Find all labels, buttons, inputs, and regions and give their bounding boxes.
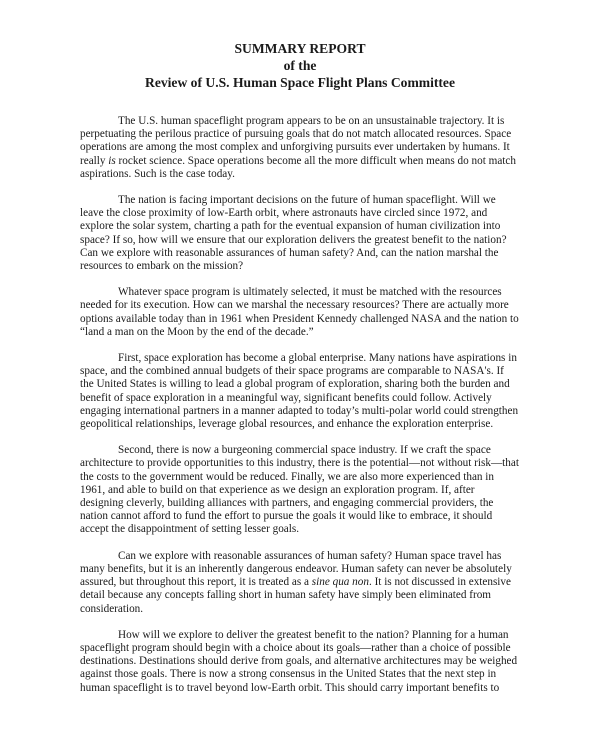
paragraph	[80, 194, 520, 273]
paragraph-text: Whatever space program is ultimately selected, it must be matched with the resources needed for its execution. How can we marshal the necessary resources? There are actually more options available today than in 1961 when President Kennedy challenged NASA and the nation to “land a man on the Moon by the end of the decade.”	[80, 286, 519, 338]
paragraph	[80, 286, 520, 339]
paragraph-text: The nation is facing important decisions on the future of human spaceflight. Will we leave the close proximity of low-Earth orbit, where astronauts have circled since 1972, and explore the solar system, charting a path for the eventual expansion of human civilization into space? If so, how will we ensure that our exploration delivers the greatest benefit to the nation? Can we explore with reasonable assurances of human safety? And, can the nation marshal the resources to embark on the mission?	[80, 194, 507, 273]
title-line-of-the: of the	[283, 58, 317, 73]
paragraph-text: Second, there is now a burgeoning commercial space industry. If we craft the space architecture to provide opportunities to this industry, there is the potential—not without risk—that the costs to the government would be reduced. Finally, we are also more experienced than in 1961, and able to build on that experience as we design an exploration program. If, after designing cleverly, building alliances with partners, and engaging commercial providers, the nation cannot afford to fund the effort to pursue the goals it would like to embrace, it should accept the disappointment of setting lesser goals.	[80, 444, 519, 536]
title-line-committee: Review of U.S. Human Space Flight Plans Committee	[145, 75, 455, 90]
paragraph	[80, 115, 520, 181]
title-line-summary-report: SUMMARY REPORT	[234, 41, 366, 56]
paragraph	[80, 550, 520, 616]
paragraph	[80, 629, 520, 695]
paragraph-text: First, space exploration has become a global enterprise. Many nations have aspirations in space, and the combined annual budgets of their space programs are comparable to NASA's. If the United States is willing to lead a global program of exploration, sharing both the burden and benefit of space exploration in a meaningful way, significant benefits could follow. Actively engaging international partners in a manner adapted to today’s multi-polar world could strengthen geopolitical relationships, leverage global resources, and enhance the exploration enterprise.	[80, 352, 519, 431]
paragraph-text: rocket science. Space operations become all the more difficult when means do not match aspirations. Such is the case today.	[80, 154, 516, 180]
paragraph-italic-text: is	[108, 154, 116, 167]
paragraph	[80, 444, 520, 536]
document-title	[80, 40, 520, 91]
paragraph-text: How will we explore to deliver the greatest benefit to the nation? Planning for a human spaceflight program should begin with a choice about its goals—rather than a choice of possible destinations. Destinations should derive from goals, and alternative architectures may be weighed against those goals. There is now a strong consensus in the United States that the next step in human spaceflight is to travel beyond low-Earth orbit. This should carry important benefits to	[80, 628, 518, 694]
paragraph	[80, 352, 520, 431]
paragraph-text: Can we explore with reasonable assurances of human safety? Human space travel has many benefits, but it is an inherently dangerous endeavor. Human safety can never be absolutely assured, but throughout this report, it is treated as a	[80, 549, 512, 589]
paragraph-italic-text: sine qua non	[311, 576, 369, 589]
paragraph-text: . It is not discussed in extensive detail because any concepts falling short in human safety have simply been eliminated from consideration.	[80, 576, 511, 615]
paragraph-text: The U.S. human spaceflight program appears to be on an unsustainable trajectory. It is perpetuating the perilous practice of pursuing goals that do not match allocated resources. Space operations are among the most complex and unforgiving pursuits ever undertaken by humans. It really	[80, 115, 512, 167]
